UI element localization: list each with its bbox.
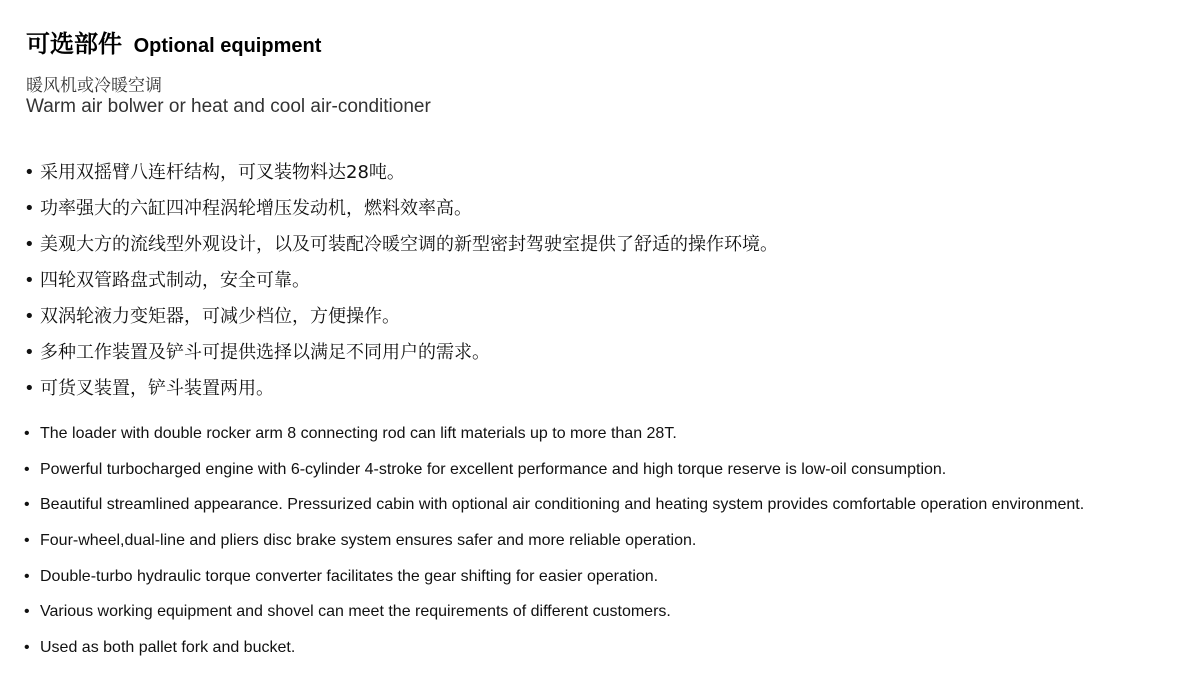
list-item-text: Beautiful streamlined appearance. Pressurized cabin with optional air conditioning and heating system provides comfortable operation environment.	[40, 496, 1085, 514]
list-item-text: The loader with double rocker arm 8 connecting rod can lift materials up to more than 28T.	[40, 425, 677, 442]
list-item-text: 采用双摇臂八连杆结构，可叉装物料达28吨。	[40, 162, 405, 183]
list-item-text: 多种工作装置及铲斗可提供选择以满足不同用户的需求。	[40, 342, 490, 363]
list-item	[24, 528, 1084, 564]
page-title	[26, 24, 321, 59]
list-item-text: Four-wheel,dual-line and pliers disc brake system ensures safer and more reliable operation.	[40, 532, 697, 550]
bullet-icon: •	[24, 532, 30, 550]
list-item	[24, 564, 1084, 600]
bullet-icon: •	[24, 162, 35, 183]
list-item	[24, 421, 1084, 457]
list-item	[24, 599, 1084, 635]
page-title-en: Optional equipment	[133, 35, 322, 57]
list-item-text: Double-turbo hydraulic torque converter facilitates the gear shifting for easier operation.	[40, 567, 659, 585]
bullet-icon: •	[24, 460, 30, 478]
list-item-text: Various working equipment and shovel can meet the requirements of different customers.	[40, 603, 671, 621]
bullet-icon: •	[24, 342, 35, 363]
list-item	[24, 338, 778, 374]
page-title-cn: 可选部件	[26, 30, 122, 58]
list-item	[24, 158, 778, 194]
list-item	[24, 194, 778, 230]
subtitle-en: Warm air bolwer or heat and cool air-conditioner	[26, 96, 431, 117]
list-item-text: 可货叉装置，铲斗装置两用。	[40, 378, 274, 399]
bullet-icon: •	[24, 567, 30, 585]
list-item	[24, 374, 778, 410]
bullet-icon: •	[24, 306, 35, 327]
list-item	[24, 266, 778, 302]
list-item-text: 美观大方的流线型外观设计，以及可装配冷暖空调的新型密封驾驶室提供了舒适的操作环境。	[40, 234, 778, 255]
list-item-text: 四轮双管路盘式制动，安全可靠。	[40, 270, 310, 291]
feature-list-cn	[24, 158, 778, 410]
bullet-icon: •	[24, 234, 35, 255]
bullet-icon: •	[24, 378, 35, 399]
subtitle-cn: 暖风机或冷暖空调	[26, 76, 162, 96]
list-item-text: Used as both pallet fork and bucket.	[40, 639, 296, 657]
list-item	[24, 492, 1084, 528]
bullet-icon: •	[24, 603, 30, 621]
list-item	[24, 302, 778, 338]
list-item	[24, 230, 778, 266]
bullet-icon: •	[24, 270, 35, 291]
list-item	[24, 457, 1084, 493]
list-item-text: 功率强大的六缸四冲程涡轮增压发动机，燃料效率高。	[40, 198, 472, 219]
list-item-text: 双涡轮液力变矩器，可减少档位，方便操作。	[40, 306, 400, 327]
list-item-text: Powerful turbocharged engine with 6-cylinder 4-stroke for excellent performance and high torque reserve is low-oil consumption.	[40, 460, 947, 478]
bullet-icon: •	[24, 425, 30, 442]
bullet-icon: •	[24, 198, 35, 219]
feature-list-en	[24, 421, 1084, 671]
bullet-icon: •	[24, 496, 30, 514]
bullet-icon: •	[24, 639, 30, 657]
list-item	[24, 635, 1084, 671]
